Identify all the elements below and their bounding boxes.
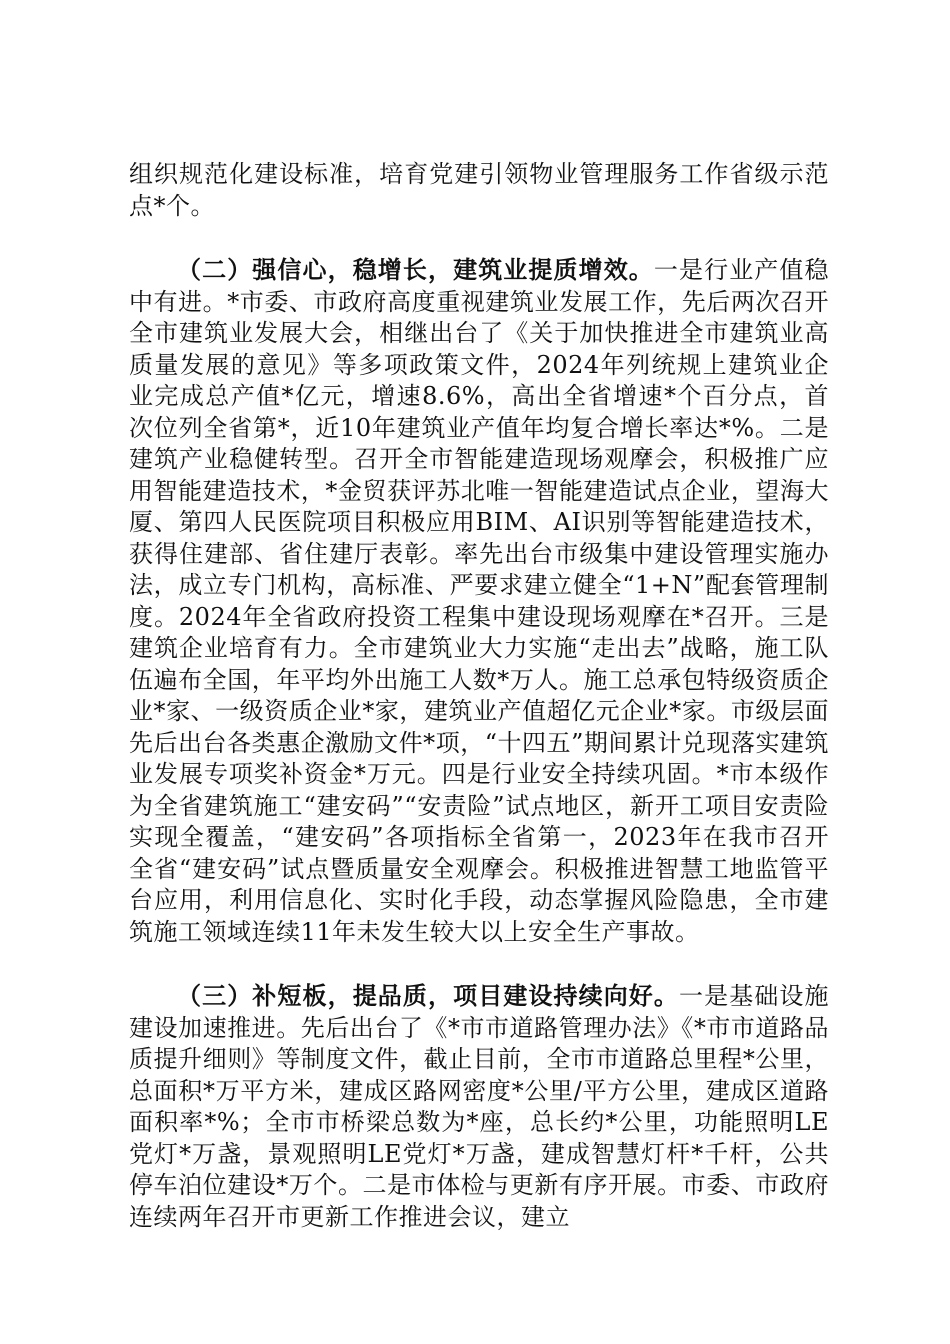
paragraph-section-three	[129, 980, 829, 1233]
paragraph-body: 一是行业产值稳中有进。*市委、市政府高度重视建筑业发展工作，先后两次召开全市建筑业发展大会，相继出台了《关于加快推进全市建筑业高质量发展的意见》等多项政策文件，2024年列统规上建筑业企业完成总产值*亿元，增速8.6%，高出全省增速*个百分点，首次位列全省第*，近10年建筑业产值年均复合增长率达*%。二是建筑产业稳健转型。召开全市智能建造现场观摩会，积极推广应用智能建造技术，*金贸获评苏北唯一智能建造试点企业，望海大厦、第四人民医院项目积极应用BIM、AI识别等智能建造技术，获得住建部、省住建厅表彰。率先出台市级集中建设管理实施办法，成立专门机构，高标准、严要求建立健全“1+N”配套管理制度。2024年全省政府投资工程集中建设现场观摩在*召开。三是建筑企业培育有力。全市建筑业大力实施“走出去”战略，施工队伍遍布全国，年平均外出施工人数*万人。施工总承包特级资质企业*家、一级资质企业*家，建筑业产值超亿元企业*家。市级层面先后出台各类惠企激励文件*项，“十四五”期间累计兑现落实建筑业发展专项奖补资金*万元。四是行业安全持续巩固。*市本级作为全省建筑施工“建安码”“安责险”试点地区，新开工项目安责险实现全覆盖，“建安码”各项指标全省第一，2023年在我市召开全省“建安码”试点暨质量安全观摩会。积极推进智慧工地监管平台应用，利用信息化、实时化手段，动态掌握风险隐患，全市建筑施工领域连续11年未发生较大以上安全生产事故。	[129, 256, 830, 946]
paragraph-section-two	[129, 254, 829, 948]
paragraph-body: 组织规范化建设标准，培育党建引领物业管理服务工作省级示范点*个。	[129, 160, 829, 220]
section-heading: （三）补短板，提品质，项目建设持续向好。	[177, 981, 679, 1010]
paragraph-body: 一是基础设施建设加速推进。先后出台了《*市市道路管理办法》《*市市道路品质提升细则》等制度文件，截止目前，全市市道路总里程*公里，总面积*万平方米，建成区路网密度*公里/平方公里，建成区道路面积率*%；全市市桥梁总数为*座，总长约*公里，功能照明LE党灯*万盏，景观照明LE党灯*万盏，建成智慧灯杆*千杆，公共停车泊位建设*万个。二是市体检与更新有序开展。市委、市政府连续两年召开市更新工作推进会议，建立	[129, 982, 829, 1231]
paragraph-continuation	[129, 159, 829, 222]
section-heading: （二）强信心，稳增长，建筑业提质增效。	[177, 255, 654, 284]
document-page	[129, 159, 829, 1265]
